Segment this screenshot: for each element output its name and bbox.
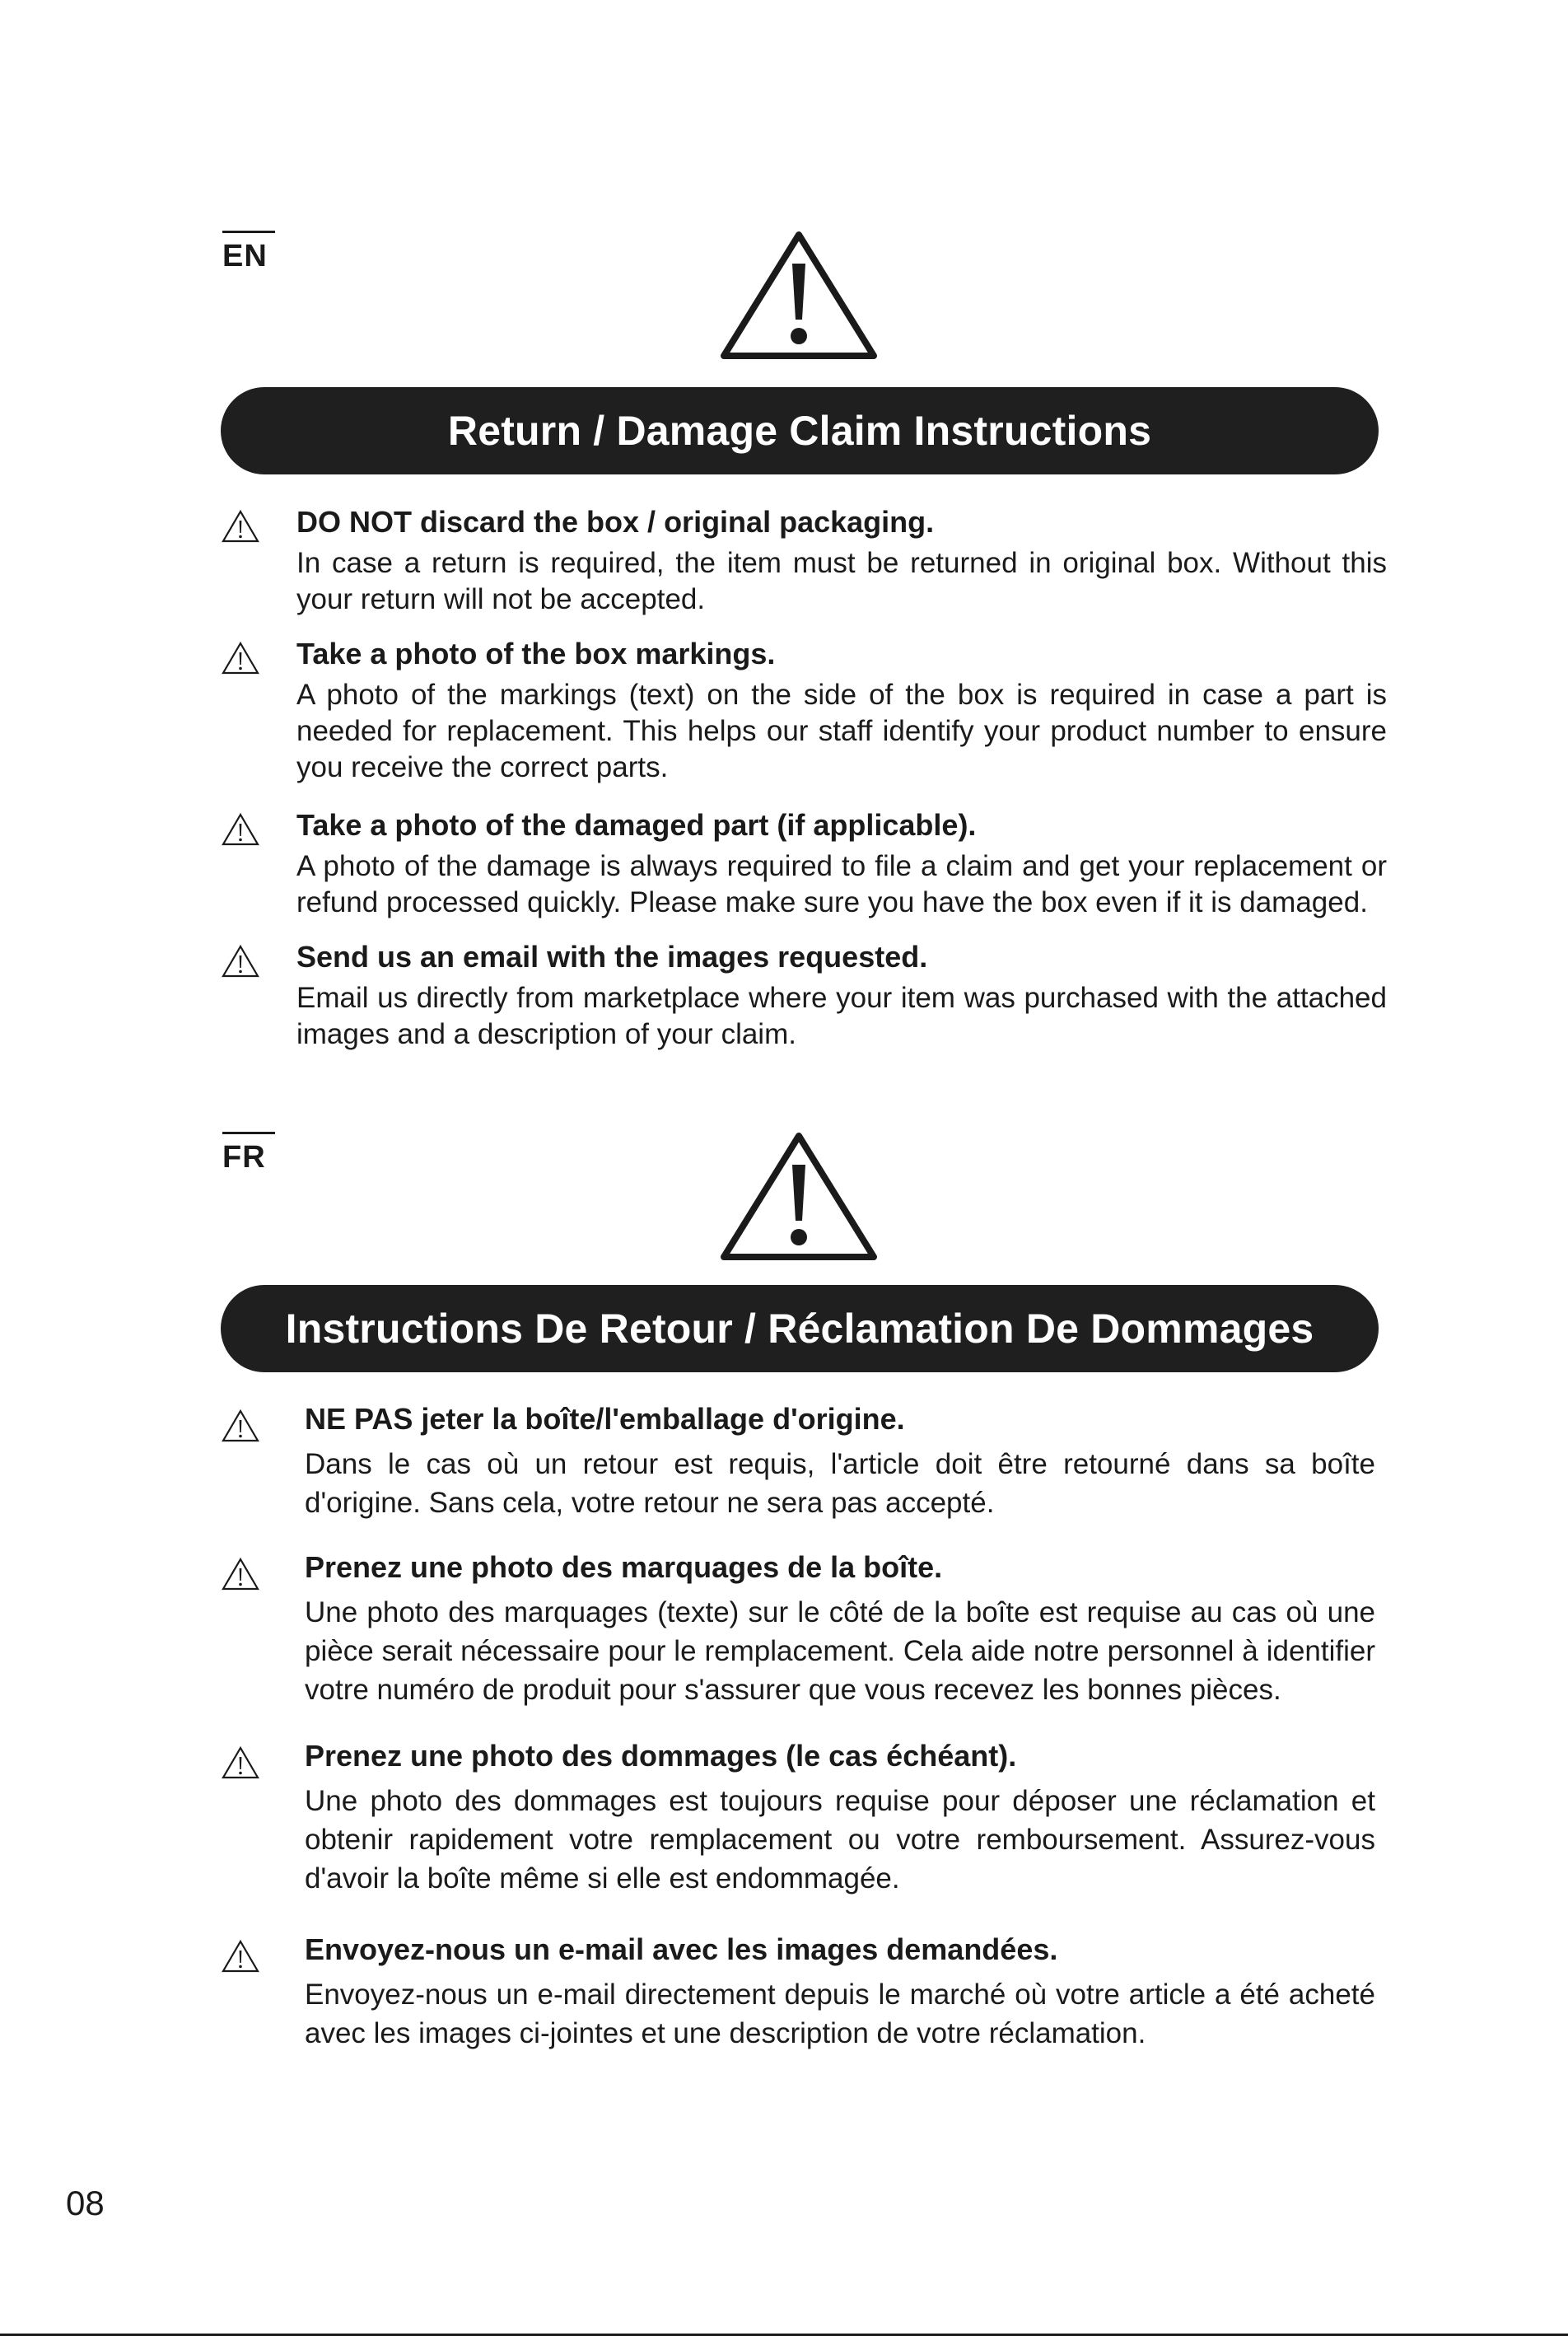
warning-triangle-icon — [221, 641, 260, 675]
instruction-title: Send us an email with the images requested. — [296, 940, 928, 974]
instruction-title: NE PAS jeter la boîte/l'emballage d'origine. — [305, 1402, 905, 1436]
instruction-title: Take a photo of the box markings. — [296, 637, 776, 670]
language-tag-en: EN — [222, 231, 275, 272]
instruction-body: Une photo des marquages (texte) sur le côté de la boîte est requise au cas où une pièce serait nécessaire pour le remplacement. Cela aide notre personnel à identifier votre numéro de produit pour s'assurer que vous recevez les bonnes pièces. — [305, 1596, 1375, 1706]
instruction-body: A photo of the damage is always required to file a claim and get your replacement or refund processed quickly. Please make sure you have the box even if it is damaged. — [296, 850, 1387, 918]
warning-triangle-icon — [221, 1557, 260, 1591]
instruction-item — [221, 636, 1387, 786]
instruction-item — [221, 939, 1387, 1053]
instruction-title: Prenez une photo des marquages de la boîte. — [305, 1550, 943, 1584]
warning-triangle-icon — [221, 1409, 260, 1443]
instruction-body: In case a return is required, the item must be returned in original box. Without this your return will not be accepted. — [296, 547, 1387, 615]
section-banner-en: Return / Damage Claim Instructions — [221, 387, 1379, 474]
instruction-item — [221, 1400, 1375, 1522]
instruction-item — [221, 504, 1387, 618]
instruction-title: Prenez une photo des dommages (le cas échéant). — [305, 1739, 1017, 1773]
instruction-item — [221, 1549, 1375, 1709]
instruction-item — [221, 1931, 1375, 2053]
large-warning-icon — [720, 229, 878, 361]
warning-triangle-icon — [221, 1939, 260, 1974]
instruction-body: Dans le cas où un retour est requis, l'article doit être retourné dans sa boîte d'origine. Sans cela, votre retour ne sera pas accepté. — [305, 1448, 1375, 1519]
warning-triangle-icon — [221, 812, 260, 847]
warning-triangle-icon — [221, 1745, 260, 1780]
warning-triangle-icon — [221, 944, 260, 979]
instructions-list-en — [221, 504, 1387, 1053]
large-warning-icon — [720, 1130, 878, 1262]
section-banner-fr: Instructions De Retour / Réclamation De Dommages — [221, 1285, 1379, 1372]
language-tag-fr: FR — [222, 1132, 275, 1173]
instruction-title: Take a photo of the damaged part (if applicable). — [296, 808, 977, 842]
warning-triangle-icon — [221, 509, 260, 544]
instruction-body: Envoyez-nous un e-mail directement depuis le marché où votre article a été acheté avec les images ci-jointes et une description de votre réclamation. — [305, 1979, 1375, 2049]
instruction-item — [221, 807, 1387, 921]
instruction-body: Email us directly from marketplace where your item was purchased with the attached images and a description of your claim. — [296, 982, 1387, 1050]
instruction-body: Une photo des dommages est toujours requise pour déposer une réclamation et obtenir rapidement votre remplacement ou votre remboursement. Assurez-vous d'avoir la boîte même si elle est endommagée. — [305, 1785, 1375, 1894]
instructions-list-fr — [221, 1400, 1375, 2053]
instruction-title: DO NOT discard the box / original packaging. — [296, 505, 935, 539]
instruction-body: A photo of the markings (text) on the side of the box is required in case a part is needed for replacement. This helps our staff identify your product number to ensure you receive the correct parts. — [296, 679, 1387, 783]
instruction-title: Envoyez-nous un e-mail avec les images demandées. — [305, 1932, 1058, 1966]
page-number: 08 — [66, 2184, 105, 2222]
instruction-item — [221, 1737, 1375, 1898]
